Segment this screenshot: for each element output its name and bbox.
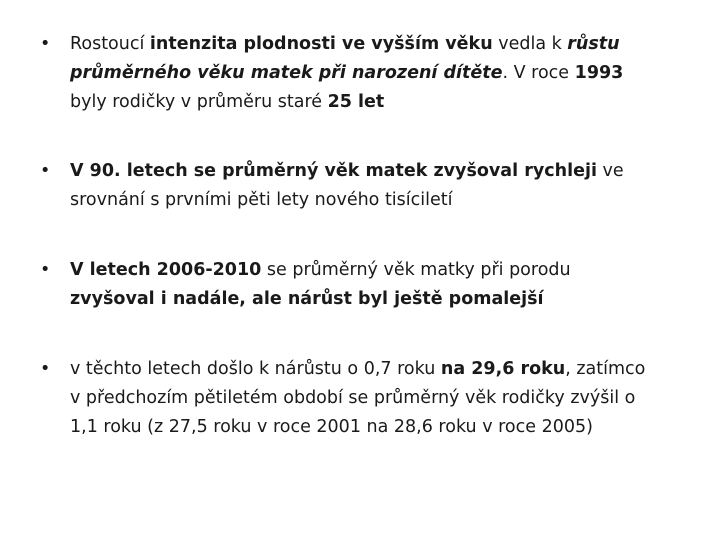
- text-run-bold-italic: růstu průměrného věku matek při narození dítěte: [70, 34, 620, 83]
- text-run: Rostoucí: [70, 34, 150, 54]
- text-run: byly rodičky v průměru staré: [70, 92, 328, 112]
- text-run-bold: zvyšoval i nadále, ale nárůst byl ještě pomalejší: [70, 289, 544, 309]
- text-run: . V roce: [502, 63, 575, 83]
- text-run-bold: V 90. letech se průměrný věk matek zvyšoval rychleji: [70, 161, 597, 181]
- text-run-bold: V letech 2006-2010: [70, 260, 262, 280]
- bullet-dot-icon: •: [40, 260, 51, 280]
- bullet-dot-icon: •: [40, 161, 51, 181]
- bullet-text-4: [70, 355, 660, 442]
- bullet-dot-icon: •: [40, 359, 51, 379]
- bullet-item-2: [40, 157, 660, 215]
- bullet-item-3: [40, 256, 660, 314]
- text-run-bold: intenzita plodnosti ve vyšším věku: [149, 34, 493, 54]
- text-run-bold: na 29,6 roku: [440, 359, 566, 379]
- bullet-dot-icon: •: [40, 34, 51, 54]
- text-run: vedla k: [492, 34, 568, 54]
- text-run: ve srovnání s prvními pěti lety nového tisíciletí: [70, 161, 624, 210]
- text-run-bold: 25 let: [327, 92, 385, 112]
- bullet-text-2: [70, 157, 660, 215]
- text-run: se průměrný věk matky při porodu: [261, 260, 571, 280]
- text-run-bold: 1993: [574, 63, 624, 83]
- bullet-text-3: [70, 256, 660, 314]
- bullet-item-1: [40, 30, 660, 117]
- bullet-text-1: [70, 30, 660, 117]
- text-run: , zatímco v předchozím pětiletém období se průměrný věk rodičky zvýšil o 1,1 roku (z 27,5 roku v roce 2001 na 28,6 roku v roce 2005): [70, 359, 646, 437]
- text-run: v těchto letech došlo k nárůstu o 0,7 roku: [70, 359, 441, 379]
- bullet-item-4: [40, 355, 660, 442]
